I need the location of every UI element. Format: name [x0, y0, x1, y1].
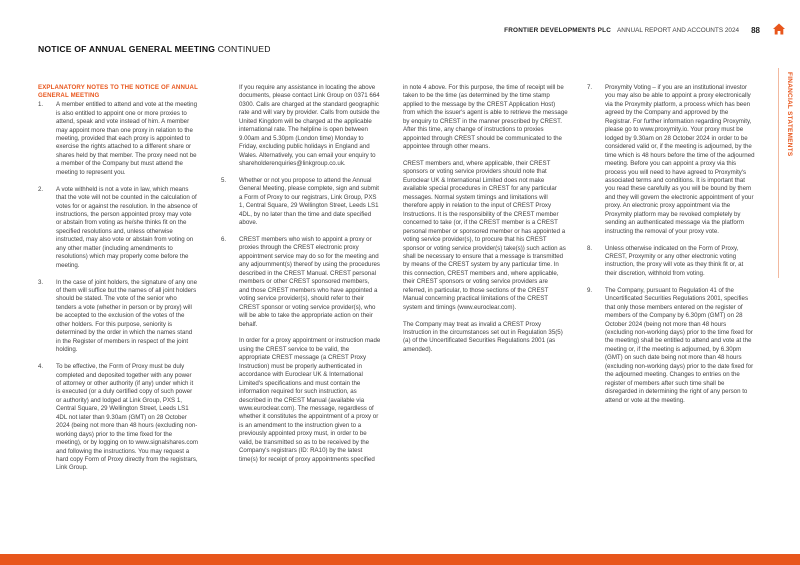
note-number: 8.	[587, 244, 593, 252]
note-text: Unless otherwise indicated on the Form of Proxy, CREST, Proxymity or any other electronic voting instruction, the proxy will vote as they think fit or, at their discretion, withhold from voting.	[605, 244, 744, 277]
column-1	[38, 84, 198, 481]
note-number: 3.	[38, 278, 44, 286]
note-text: A vote withheld is not a vote in law, which means that the vote will not be counted in the calculation of votes for or against the resolution. In the absence of instructions, the person appointed proxy may vote or abstain from voting as he/she thinks fit on the specified resolutions and, unless otherwise instructed, may also vote or abstain from voting on any other matter (including amendments to resolutions) which may properly come before the meeting.	[56, 185, 198, 269]
note-paragraph: in note 4 above. For this purpose, the time of receipt will be taken to be the time (as determined by the time stamp applied to the message by the CREST Application Host) from which the issuer's agent is able to retrieve the message by enquiry to CREST in the manner prescribed by CREST. After this time, any change of instructions to proxies appointed through CREST should be communicated to the appointee through other means.	[403, 84, 568, 151]
note-number: 1.	[38, 101, 44, 109]
note-text: Whether or not you propose to attend the Annual General Meeting, please complete, sign and submit a Form of Proxy to our registrars, Link Group, PXS 1, Central Square, 29 Wellington Street, Leeds LS1 4DL, by no later than the time and date specified above.	[239, 176, 379, 227]
note-paragraph: CREST members and, where applicable, their CREST sponsors or voting service providers should note that Euroclear UK & International Limited does not make available special procedures in CREST for any particular messages. Normal system timings and limitations will therefore apply in relation to the input of CREST Proxy Instructions. It is the responsibility of the CREST member concerned to take (or, if the CREST member is a CREST personal member or sponsored member or has appointed a voting service provider(s), to procure that his CREST sponsor or voting service provider(s) take(s)) such action as shall be necessary to ensure that a message is transmitted by means of the CREST system by any particular time. In this connection, CREST members and, where applicable, their CREST sponsors or voting service providers are referred, in particular, to those sections of the CREST Manual concerning practical limitations of the CREST system and timings (www.euroclear.com).	[403, 160, 566, 311]
home-icon[interactable]	[772, 22, 786, 36]
note-text: The Company, pursuant to Regulation 41 of the Uncertificated Securities Regulations 2001, specifies that only those members entered on the register of members of the Company by 6.30pm (GMT) on 28 October 2024 (being not more than 48 hours (excluding non-working days) prior to the time fixed for the meeting) shall be entitled to attend and vote at the meeting or, if the meeting is adjourned, by 6.30pm (GMT) on such date being not more than 48 hours (excluding non-working days) prior to the date fixed for the adjourned meeting. Changes to entries on the register of members after such time shall be disregarded in determining the right of any person to attend or vote at the meeting.	[605, 286, 754, 404]
note-text: A member entitled to attend and vote at the meeting is also entitled to appoint one or more proxies to attend, speak and vote instead of him. A member may appoint more than one proxy in relation to the meeting, provided that each proxy is appointed to exercise the rights attached to a different share or shares held by that member. The proxy need not be a member of the Company but must attend the meeting to represent you.	[56, 101, 197, 176]
note-item	[221, 177, 381, 228]
note-number: 4.	[38, 363, 44, 371]
note-item	[587, 287, 755, 405]
note-number: 5.	[221, 176, 227, 184]
note-paragraph: The Company may treat as invalid a CREST Proxy Instruction in the circumstances set out in Regulation 35(5)(a) of the Uncertificated Securities Regulations 2001 (as amended).	[403, 320, 563, 353]
section-tab-label: FINANCIAL STATEMENTS	[786, 72, 793, 157]
note-text: CREST members who wish to appoint a proxy or proxies through the CREST electronic proxy appointment service may do so for the meeting and any adjournment(s) thereof by using the procedures described in the CREST Manual. CREST personal members or other CREST sponsored members, and those CREST members who have appointed a voting service provider(s), should refer to their CREST sponsor or voting service provider(s), who will be able to take the appropriate action on their behalf.	[239, 236, 380, 328]
notes-heading: EXPLANATORY NOTES TO THE NOTICE OF ANNUAL GENERAL MEETING	[38, 84, 198, 100]
page-title-suffix: CONTINUED	[215, 44, 271, 54]
side-divider	[778, 68, 779, 278]
note-number: 6.	[221, 236, 227, 244]
note-number: 2.	[38, 185, 44, 193]
note-continuation: If you require any assistance in locating the above documents, please contact Link Group on 0371 664 0300. Calls are charged at the standard geographic rate and will vary by provider. Calls from outside the United Kingdom will be charged at the applicable international rate. The helpline is open between 9.00am and 5.30pm (London time) Monday to Friday, excluding public holidays in England and Wales. Alternatively, you can email your enquiry to shareholderenquiries@linkgroup.co.uk.	[239, 84, 380, 168]
note-item	[38, 101, 198, 177]
note-number: 9.	[587, 286, 593, 294]
note-paragraph: In order for a proxy appointment or instruction made using the CREST service to be valid, the appropriate CREST message (a CREST Proxy Instruction) must be properly authenticated in accordance with Euroclear UK & International Limited's specifications and must contain the information required for such instruction, as described in the CREST Manual (available via www.euroclear.com). The message, regardless of whether it constitutes the appointment of a proxy or is an amendment to the instruction given to a previously appointed proxy must, in order to be valid, be transmitted so as to be received by the Company's registrars (ID: RA10) by the latest time(s) for receipt of proxy appointments specified	[239, 337, 381, 463]
column-4	[587, 84, 755, 413]
header-report-title: ANNUAL REPORT AND ACCOUNTS 2024	[617, 27, 740, 34]
page-header	[504, 26, 760, 35]
footer-bar	[0, 554, 800, 565]
note-item	[38, 363, 198, 473]
header-company: FRONTIER DEVELOPMENTS PLC	[504, 27, 612, 34]
note-item	[587, 245, 755, 279]
note-item	[221, 236, 381, 329]
page-title-main: NOTICE OF ANNUAL GENERAL MEETING	[38, 44, 216, 54]
note-item	[38, 186, 198, 271]
note-text: Proxymity Voting – if you are an institutional investor you may also be able to appoint a proxy electronically via the Proxymity platform, a process which has been agreed by the Company and approved by the Registrar. For further information regarding Proxymity, please go to www.proxymity.io. Your proxy must be lodged by 9.30am on 28 October 2024 in order to be considered valid or, if the meeting is adjourned, by the time which is 48 hours before the time of the adjourned meeting. Before you can appoint a proxy via this process you will need to have agreed to Proxymity's associated terms and conditions. It is important that you read these carefully as you will be bound by them and they will govern the electronic appointment of your proxy. An electronic proxy appointment via the Proxymity platform may be revoked completely by sending an authenticated message via the platform instructing the removal of your proxy vote.	[605, 84, 755, 235]
note-item	[38, 279, 198, 355]
note-text: To be effective, the Form of Proxy must be duly completed and deposited together with any power of attorney or other authority (if any) under which it is executed (or a duly certified copy of such power or authority) and lodged at Link Group, PXS 1, Central Square, 29 Wellington Street, Leeds LS1 4DL not later than 9.30am (GMT) on 28 October 2024 (being not more than 48 hours (excluding non-working days) prior to the time fixed for the meeting), or by logging on to www.signalshares.com and following the instructions. You may request a hard copy Form of Proxy directly from the registrars, Link Group.	[56, 363, 198, 472]
column-2	[221, 84, 381, 473]
column-3	[403, 84, 568, 363]
note-item	[587, 84, 755, 236]
note-number: 7.	[587, 84, 593, 91]
page-title	[38, 44, 271, 54]
section-tab[interactable]	[782, 72, 794, 222]
note-text: In the case of joint holders, the signature of any one of them will suffice but the names of all joint holders should be stated. The vote of the senior who tenders a vote (whether in person or by proxy) will be accepted to the exclusion of the votes of the other holders. For this purpose, seniority is determined by the order in which the names stand in the Register of members in respect of the joint holding.	[56, 278, 197, 354]
page-number: 88	[751, 26, 760, 35]
